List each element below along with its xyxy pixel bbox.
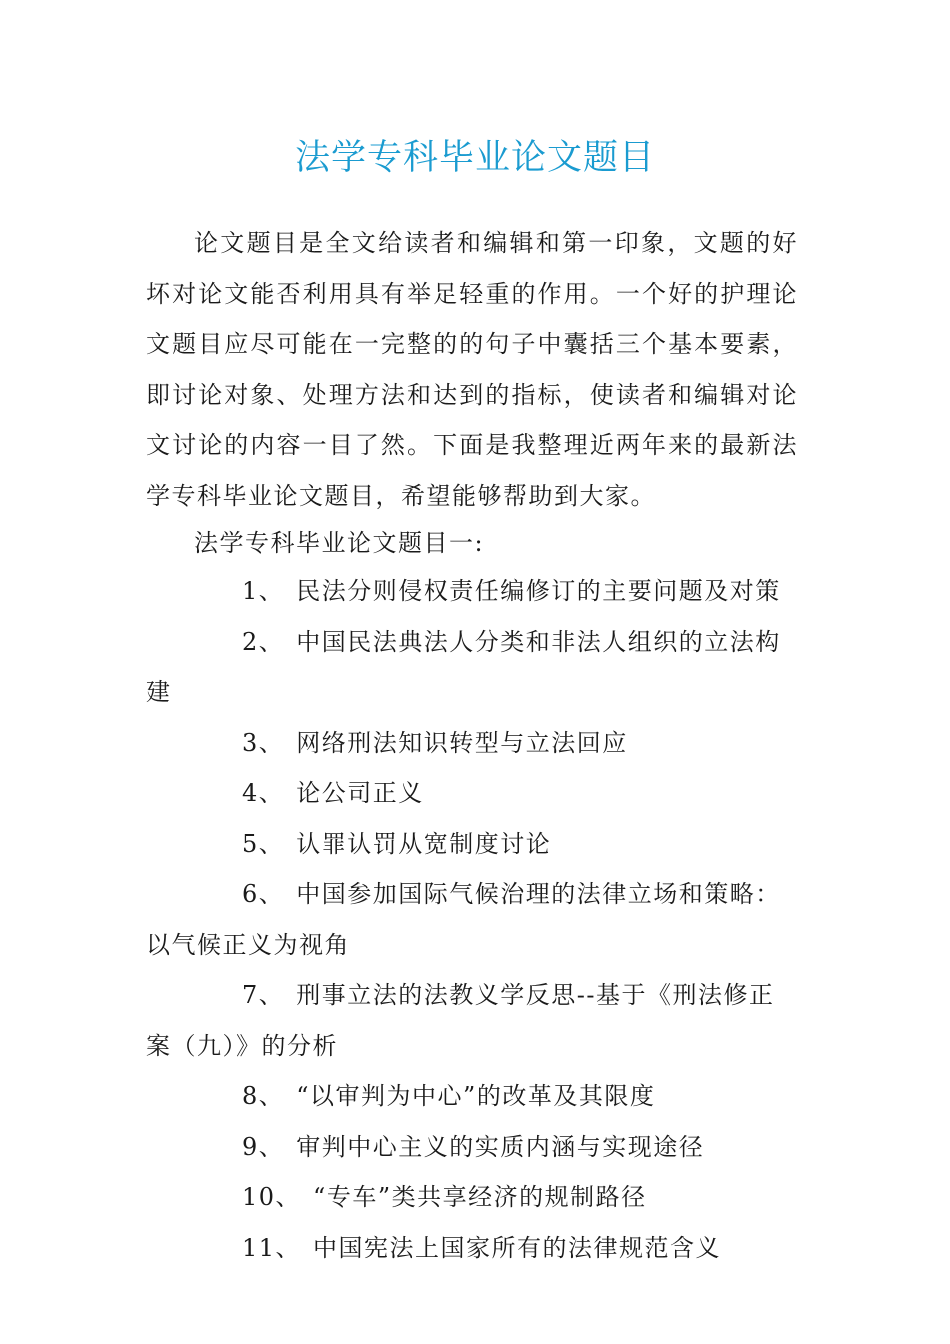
- item-text: 论公司正义: [296, 779, 424, 807]
- list-item: [146, 768, 796, 819]
- item-number: 2、: [242, 627, 285, 656]
- list-item: [146, 1223, 796, 1274]
- item-text: 刑事立法的法教义学反思--基于《刑法修正案（九）》的分析: [146, 981, 775, 1060]
- item-text: “以审判为中心”的改革及其限度: [296, 1082, 656, 1110]
- list-item: [146, 970, 796, 1071]
- list-item: [146, 617, 796, 718]
- item-text: 网络刑法知识转型与立法回应: [296, 728, 628, 757]
- list-item: [146, 869, 796, 970]
- item-text: 中国民法典法人分类和非法人组织的立法构建: [146, 627, 781, 706]
- item-text: 认罪认罚从宽制度讨论: [296, 829, 552, 858]
- intro-paragraph: 论文题目是全文给读者和编辑和第一印象，文题的好坏对论文能否利用具有举足轻重的作用。一个好的护理论文题目应尽可能在一完整的的句子中囊括三个基本要素，即讨论对象、处理方法和达到的指标，使读者和编辑对论文讨论的内容一目了然。下面是我整理近两年来的最新法学专科毕业论文题目，希望能够帮助到大家。: [146, 229, 798, 510]
- item-number: 10、: [242, 1183, 302, 1211]
- item-number: 4、: [242, 779, 285, 807]
- list-item: [146, 819, 796, 870]
- list-item: [146, 1122, 796, 1173]
- item-number: 6、: [242, 880, 285, 908]
- list-item: [146, 1172, 796, 1223]
- list-item: [146, 718, 796, 769]
- item-number: 5、: [242, 829, 285, 858]
- document-title: 法学专科毕业论文题目: [294, 138, 655, 178]
- item-number: 8、: [242, 1082, 285, 1110]
- item-text: 中国宪法上国家所有的法律规范含义: [313, 1233, 722, 1262]
- section-heading: 法学专科毕业论文题目一:: [194, 529, 485, 557]
- item-text: 中国参加国际气候治理的法律立场和策略：以气候正义为视角: [146, 880, 781, 959]
- topic-list: [146, 566, 796, 1273]
- item-number: 3、: [242, 728, 285, 757]
- item-text: 民法分则侵权责任编修订的主要问题及对策: [296, 577, 781, 605]
- item-number: 7、: [242, 981, 285, 1009]
- item-number: 1、: [242, 577, 285, 605]
- list-item: [146, 566, 796, 617]
- item-number: 11、: [242, 1233, 302, 1262]
- item-text: “专车”类共享经济的规制路径: [313, 1183, 647, 1211]
- item-number: 9、: [242, 1132, 285, 1161]
- list-item: [146, 1071, 796, 1122]
- item-text: 审判中心主义的实质内涵与实现途径: [296, 1132, 705, 1161]
